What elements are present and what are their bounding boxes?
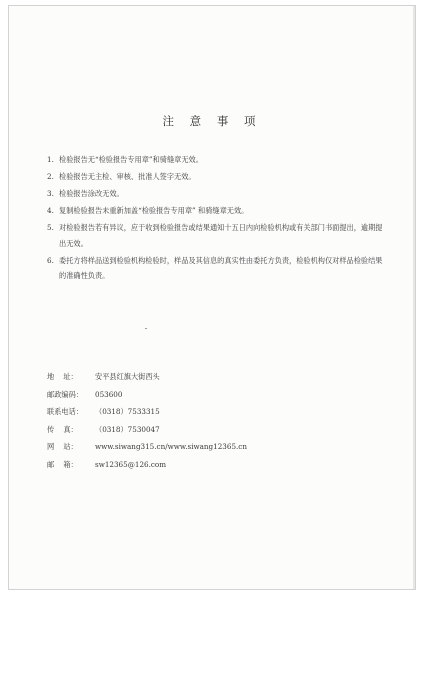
note-text: 检验报告无主检、审核、批准人签字无效。 [59, 172, 196, 181]
note-item [47, 186, 387, 202]
scan-speck [145, 328, 147, 329]
note-text: 委托方将样品送到检验机构检验时，样品及其信息的真实性由委托方负责，检验机构仅对样品检验结果的准确性负责。 [59, 255, 383, 280]
document-page [8, 5, 416, 590]
address-label: 地 址： [47, 372, 78, 381]
website-label: 网 站： [47, 442, 78, 452]
note-item [47, 152, 387, 168]
note-text: 检验报告涂改无效。 [59, 189, 124, 198]
address-value: 安平县红旗大街西头 [95, 372, 160, 381]
phone-label: 联系电话： [47, 407, 83, 417]
note-item [47, 220, 387, 251]
note-item [47, 203, 387, 219]
postcode-label: 邮政编码： [47, 389, 83, 399]
note-item [47, 253, 387, 284]
note-number: 6. [47, 255, 54, 265]
email-value: sw12365@126.com [95, 459, 167, 469]
note-number: 2. [47, 172, 54, 181]
postcode-value: 053600 [95, 389, 123, 399]
phone-row [47, 403, 387, 421]
notes-list [47, 152, 387, 285]
note-number: 4. [47, 206, 54, 215]
page-title: 注 意 事 项 [162, 114, 262, 128]
contact-info [47, 368, 387, 474]
note-number: 1. [47, 155, 54, 164]
postcode-row [47, 386, 387, 404]
fax-row [47, 421, 387, 439]
note-text: 对检验报告若有异议，应于收到检验报告或结果通知十五日内向检验机构或有关部门书面提出，逾期提出无效。 [59, 223, 383, 248]
email-label: 邮 箱： [47, 459, 78, 469]
phone-value: （0318）7533315 [95, 407, 160, 417]
website-row [47, 438, 387, 456]
website-value: www.siwang315.cn/www.siwang12365.cn [95, 442, 247, 452]
address-row [47, 368, 387, 386]
note-text: 复制检验报告未重新加盖“检验报告专用章” 和骑缝章无效。 [59, 206, 249, 215]
note-text: 检验报告无“检验报告专用章”和骑缝章无效。 [59, 155, 203, 164]
email-row [47, 456, 387, 474]
fax-label: 传 真： [47, 424, 78, 434]
note-item [47, 169, 387, 185]
note-number: 5. [47, 223, 54, 232]
note-number: 3. [47, 189, 54, 198]
fax-value: （0318）7530047 [95, 424, 160, 434]
